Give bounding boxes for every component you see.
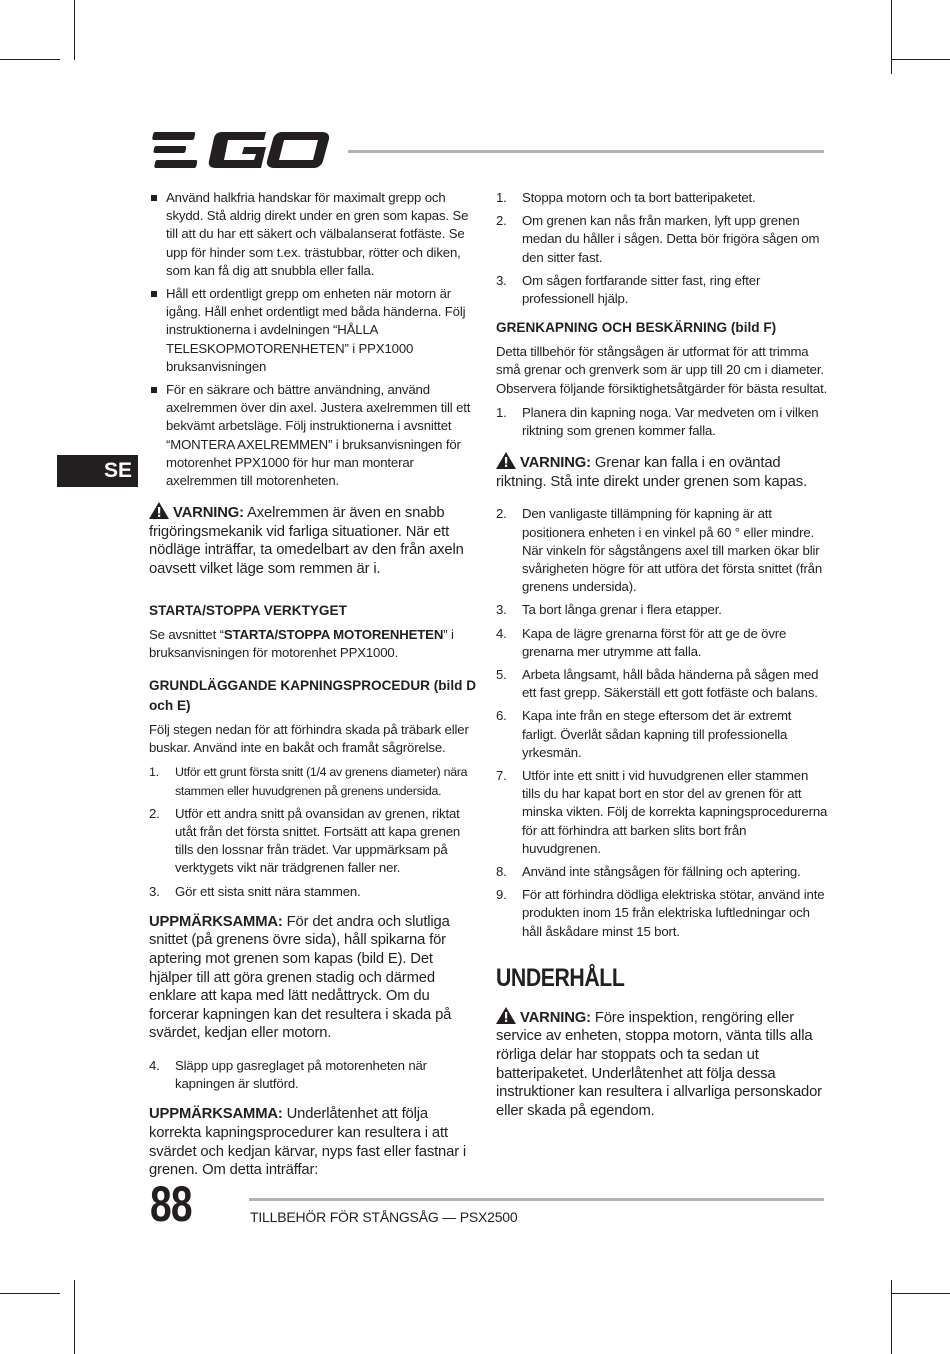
list-item: 2. Utför ett andra snitt på ovansidan av grenen, riktat utåt från det första snittet. Fortsätt att kapa grenen tills den lossnar från trädet. Var uppmärksam på verktygets vikt när trädgrenen faller ner. (149, 805, 461, 876)
list-item: 6. Kapa inte från en stege eftersom det är extremt farligt. Överlåt sådan kapning till professionella yrkesmän. (496, 708, 792, 760)
section-heading: GRENKAPNING OCH BESKÄRNING (bild F) (496, 320, 777, 336)
list-item: Använd halkfria handskar för maximalt grepp och skydd. Stå aldrig direkt under en gren som kapas. Se till att du har ett säkert och välbalanserat fotfäste. Se upp för hinder som t.ex. trästubbar, rötter och diken, som kan få dig att snubbla eller falla. (149, 189, 477, 280)
list-item: 1. Utför ett grunt första snitt (1/4 av grenens diameter) nära stammen eller huvudgrenen på grenens undersida. (149, 765, 468, 798)
list-item: Håll ett ordentligt grepp om enheten när motorn är igång. Håll enhet ordentligt med båda händerna. Följ instruktionerna i avdelningen “HÅLLA TELESKOPMOTORENHETEN” i PPX1000 bruksanvisningen (149, 285, 477, 376)
crop-mark (891, 1293, 950, 1294)
crop-mark (891, 0, 892, 74)
notice-paragraph: UPPMÄRKSAMMA: För det andra och slutliga snittet (på grenens övre sida), håll spikarna för aptering mot grenen som kapas (bild E). Det hjälper till att göra grenen stadig och därmed enklare att kapa med lätt nedåttryck. Om du forcerar kapningen kan det resultera i skada på svärdet, kedjan eller motorn. (149, 913, 452, 1042)
warning-paragraph: VARNING: Före inspektion, rengöring eller service av enheten, stoppa motorn, vänta tills alla rörliga delar har stoppats och ta sedan ut batteripaketet. Underlåtenhet att följa dessa instruktioner kan resultera i allvarliga personskador eller skada på egendom. (496, 1007, 828, 1121)
header-rule (348, 150, 824, 153)
bullet-icon (151, 195, 157, 201)
footer-text: TILLBEHÖR FÖR STÅNGSÅG — PSX2500 (250, 1209, 518, 1225)
page-number: 88 (150, 1176, 192, 1232)
warning-paragraph: VARNING: Axelremmen är även en snabb frigöringsmekanik vid farliga situationer. När ett nödläge inträffar, ta omedelbart av den från axeln oavsett vilket läge som remmen är i. (149, 502, 477, 578)
paragraph: Följ stegen nedan för att förhindra skada på träbark eller buskar. Använd inte en bakåt och framåt sågrörelse. (149, 722, 469, 756)
crop-mark (74, 1280, 75, 1354)
crop-mark (891, 1280, 892, 1354)
language-tab: SE (57, 455, 138, 487)
list-item: För en säkrare och bättre användning, använd axelremmen över din axel. Justera axelremmen till ett bekvämt arbetsläge. Följ instruktionerna i avsnittet “MONTERA AXELREMMEN” i bruksanvisningen för motorenhet PPX1000 för hur man monterar axelremmen till motorenheten. (149, 381, 477, 490)
right-column (496, 189, 828, 1134)
ego-logo (150, 130, 330, 170)
warning-icon (496, 1007, 516, 1024)
footer-rule (249, 1198, 824, 1201)
list-item: 3. Om sågen fortfarande sitter fast, ring efter professionell hjälp. (496, 272, 761, 307)
bullet-icon (151, 387, 157, 393)
list-item: 2. Den vanligaste tillämpning för kapning är att positionera enheten i en vinkel på 60 ° eller mindre. När vinkeln för sågstångens axel till marken ökar blir svårigheten högre för att utföra det första snittet (från grenens undersida). (496, 506, 823, 595)
section-title: UNDERHÅLL (496, 963, 625, 992)
crop-mark (74, 0, 75, 60)
section-heading: STARTA/STOPPA VERKTYGET (149, 602, 347, 618)
list-item: 5. Arbeta långsamt, håll båda händerna på sågen med ett fast grepp. Säkerställ ett gott fotfäste och balans. (496, 667, 819, 701)
bullet-icon (151, 291, 157, 297)
left-column (149, 189, 477, 1194)
warning-icon (149, 502, 169, 519)
warning-paragraph: VARNING: Grenar kan falla i en oväntad riktning. Stå inte direkt under grenen som kapas. (496, 452, 828, 491)
list-item: 4. Släpp upp gasreglaget på motorenheten när kapningen är slutförd. (149, 1058, 427, 1092)
warning-icon (496, 452, 516, 469)
list-item: 9. För att förhindra dödliga elektriska stötar, använd inte produkten inom 15 från elektriska luftledningar och håll åskådare minst 15 bort. (496, 887, 825, 939)
list-item: 3. Ta bort långa grenar i flera etapper. (496, 602, 722, 618)
section-heading: GRUNDLÄGGANDE KAPNINGSPROCEDUR (bild D och E) (149, 678, 477, 714)
crop-mark (0, 1293, 60, 1294)
crop-mark (0, 59, 60, 60)
notice-paragraph: UPPMÄRKSAMMA: Underlåtenhet att följa korrekta kapningsprocedurer kan resultera i att svärdet och kedjan kärvar, nyps fast eller fastnar i grenen. Om detta inträffar: (149, 1106, 467, 1179)
list-item: 4. Kapa de lägre grenarna först för att ge de övre grenarna mer utrymme att falla. (496, 625, 787, 659)
list-item: 1. Stoppa motorn och ta bort batteripaketet. (496, 190, 756, 205)
list-item: 2. Om grenen kan nås från marken, lyft upp grenen medan du håller i sågen. Detta bör frigöra sågen om den sitter fast. (496, 213, 820, 265)
list-item: 1. Planera din kapning noga. Var medveten om i vilken riktning som grenen kommer falla. (496, 404, 819, 439)
crop-mark (891, 59, 950, 60)
list-item: 7. Utför inte ett snitt i vid huvudgrenen eller stammen tills du har kapat bort en stor del av grenen för att minska vikten. Följ de korrekta kapningsprocedurerna för att förhindra att barken slits bort från huvudgrenen. (496, 768, 828, 856)
paragraph: Detta tillbehör för stångsågen är utformat för att trimma små grenar och grenverk som är upp till 20 cm i diameter. Observera följande försiktighetsåtgärder för bästa resultat. (496, 344, 828, 396)
list-item: 8. Använd inte stångsågen för fällning och aptering. (496, 864, 801, 880)
list-item: 3. Gör ett sista snitt nära stammen. (149, 883, 361, 899)
paragraph: Se avsnittet “STARTA/STOPPA MOTORENHETEN” i bruksanvisningen för motorenhet PPX1000. (149, 626, 454, 660)
